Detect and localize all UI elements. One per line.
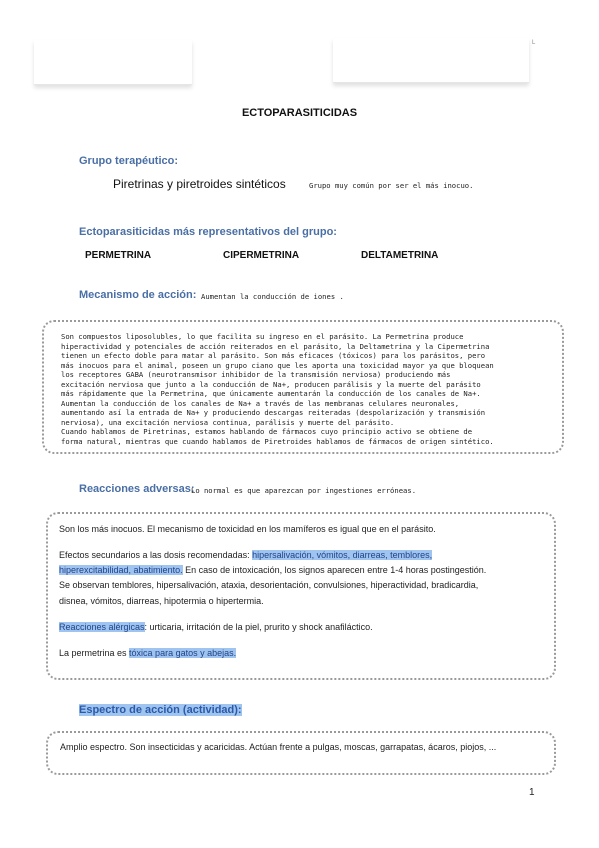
espectro-heading [79, 704, 242, 716]
text-line: Cuando hablamos de Piretrinas, estamos hablando de fármacos cuyo principio activo se obtiene de [61, 427, 473, 436]
grupo-main: Piretrinas y piretroides sintéticos [113, 177, 286, 191]
representativos-heading: Ectoparasiticidas más representativos del grupo: [79, 226, 337, 238]
mecanismo-note: Aumentan la conducción de iones . [201, 292, 344, 301]
header-shape-left [34, 40, 192, 85]
text-line: nerviosa), una excitación nerviosa continua, parálisis y muerte del parásito. [61, 417, 395, 427]
drug-permetrina: PERMETRINA [85, 250, 152, 261]
text-span: : urticaria, irritación de la piel, prurito y shock anafiláctico. [144, 622, 373, 632]
page-number: 1 [529, 787, 535, 798]
adversas-p1: Son los más inocuos. El mecanismo de toxicidad en los mamíferos es igual que en el parásito. [59, 524, 436, 534]
text-span: La permetrina es [59, 648, 130, 658]
drug-deltametrina: DELTAMETRINA [361, 250, 439, 261]
drug-cipermetrina: CIPERMETRINA [223, 250, 300, 261]
adversas-heading: Reacciones adversas: [79, 483, 195, 495]
adversas-p4 [59, 646, 236, 661]
adversas-p2-line2 [59, 563, 486, 578]
adversas-p2-line1 [59, 548, 432, 563]
text-line: excitación nerviosa que junto a la conducción de Na+, producen parálisis y la muerte del parásito [61, 379, 481, 389]
espectro-text: Amplio espectro. Son insecticidas y acaricidas. Actúan frente a pulgas, moscas, garrapatas, ácaros, piojos, ... [60, 742, 497, 752]
grupo-heading: Grupo terapéutico: [79, 155, 179, 167]
text-span: Efectos secundarios a las dosis recomendadas: [59, 550, 253, 560]
adversas-p3 [59, 620, 373, 635]
text-line: tienen un efecto doble para matar al parásito. Son más eficaces (tóxicos) para los parásitos, pero [61, 351, 486, 360]
mecanismo-text [61, 332, 561, 446]
highlight-text: tóxica para gatos y abejas. [129, 648, 237, 658]
highlight-text: hiperexcitabilidad, abatimiento. [59, 565, 183, 575]
highlight-text: Reacciones alérgicas [59, 622, 145, 632]
text-line: hiperactividad y potenciales de acción reiterados en el parásito, la Deltametrina y la Cipermetrina [61, 341, 490, 351]
text-line: forma natural, mientras que cuando hablamos de Piretroides hablamos de fármacos de origen sintético. [61, 436, 494, 446]
text-line: más rápidamente que la Permetrina, que únicamente aumentarán la conducción de los canales de Na+. [61, 389, 481, 398]
mecanismo-heading: Mecanismo de acción: [79, 289, 197, 301]
highlight-text: hipersalivación, vómitos, diarreas, temblores, [252, 550, 433, 560]
text-line: aumentando así la entrada de Na+ y produciendo descargas reiteradas (despolarización y transmisión [61, 408, 486, 417]
page-title: ECTOPARASITICIDAS [241, 107, 358, 119]
text-line: Aumentan la conducción de los canales de Na+ a través de las membranas celulares neuronales, [61, 398, 460, 408]
highlight-text: Espectro de acción (actividad): [79, 704, 242, 716]
header-shape-right [333, 38, 529, 83]
text-line: los receptores GABA (neurotransmisor inhibidor de la transmisión nerviosa) produciendo más [61, 370, 451, 379]
adversas-p2-line4: disnea, vómitos, diarreas, hipotermia o hipertermia. [59, 596, 264, 606]
text-line: Son compuestos liposolubles, lo que facilita su ingreso en el parásito. La Permetrina produce [61, 332, 464, 341]
adversas-note: Lo normal es que aparezcan por ingestiones erróneas. [191, 486, 417, 495]
text-span: En caso de intoxicación, los signos aparecen entre 1-4 horas postingestión. [182, 565, 487, 575]
grupo-note: Grupo muy común por ser el más inocuo. [309, 181, 474, 190]
mecanismo-box [42, 320, 564, 454]
adversas-p2-line3: Se observan temblores, hipersalivación, ataxia, desorientación, convulsiones, hiperactividad, bradicardia, [59, 580, 479, 590]
header-corner-mark: L [532, 40, 536, 46]
text-line: más inocuos para el animal, poseen un grupo ciano que les aporta una toxicidad mayor ya que bloquean [61, 360, 494, 370]
